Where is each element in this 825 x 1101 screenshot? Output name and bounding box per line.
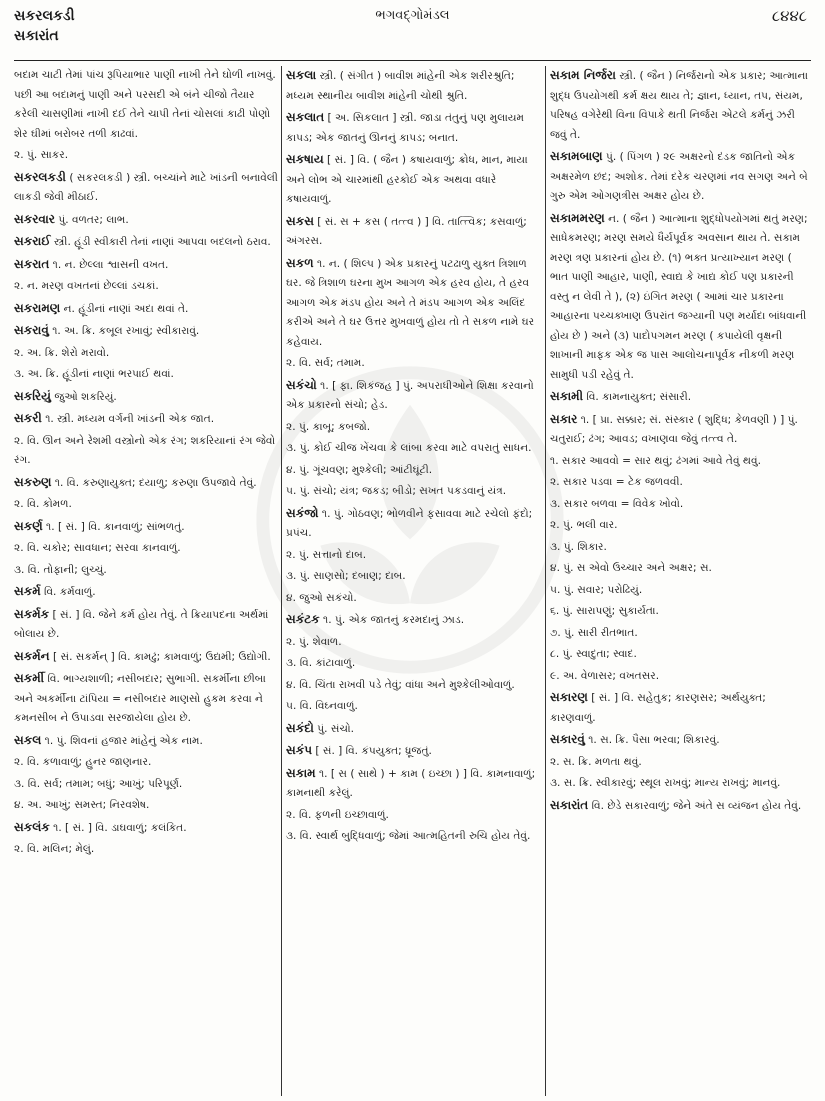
- entry-definition: ૨. વિ. સર્વ; તમામ.: [286, 357, 365, 369]
- entry-definition: ૩. વિ. સર્વ; તમામ; બધું; આખું; પરિપૂર્ણ.: [14, 777, 183, 790]
- dictionary-entry: [14, 775, 278, 795]
- dictionary-entry: [550, 66, 813, 145]
- entry-headword: સકષાય: [286, 152, 324, 166]
- page-header: [14, 6, 811, 66]
- entry-definition: [ સં. ] વિ. ( જૈન ) કષાયવાળું; ક્રોધ, માન, માયા અને લોભ એ ચારમાંથી હરકોઈ એક અથવા વધારે કષાયવાળું.: [286, 154, 528, 205]
- entry-definition: ૩. વિ. સ્વાર્થ બુદ્ધિવાળું; જેમાં આત્મહિતની રુચિ હોય તેવું.: [286, 830, 531, 842]
- dictionary-entry: [286, 439, 541, 459]
- entry-definition: ૨. સકાર પડવા = ટેક જળવવી.: [550, 476, 683, 488]
- dictionary-entry: [286, 254, 541, 353]
- header-last-word: સકારાંત: [14, 28, 59, 44]
- dictionary-entry: [286, 827, 541, 847]
- dictionary-entry: [286, 654, 541, 674]
- dictionary-entry: [286, 567, 541, 587]
- dictionary-entry: [550, 796, 813, 817]
- entry-definition: ૭. પું. સારી રીતભાત.: [550, 626, 638, 639]
- entry-headword: સકામમરણ: [550, 210, 605, 225]
- entry-headword: સકલંક: [14, 819, 50, 834]
- dictionary-entry: [14, 473, 278, 494]
- header-title: ભગવદ્ગોમંડલ: [375, 8, 450, 23]
- entry-definition: [ સં. સ + કસ ( તત્ત્વ ) ] વિ. તાત્ત્વિક; કસવાળું; અંગરસ.: [286, 215, 527, 247]
- dictionary-entry: [550, 753, 813, 773]
- entry-headword: સકારણ: [550, 690, 588, 704]
- dictionary-entry: [14, 582, 278, 603]
- dictionary-entry: [14, 387, 278, 408]
- entry-definition: ૩. પું. શિકાર.: [550, 540, 607, 553]
- entry-headword: સકામ નિર્જરા: [550, 68, 616, 82]
- entry-definition: ૯. અ. વેળાસર; વખતસર.: [550, 669, 660, 682]
- entry-definition: ૧. ન. ( શિલ્પ ) એક પ્રકારનું પટઢાળુ યુક્ત ત્રિશાળ ઘર. જે ત્રિશાળ ઘરના મુખ આગળ એક હરવ હોય, તે હરવ આગળ એક મંડપ હોય અને તે મંડપ આગળ એક અલિંદ કરીએ અને તે ઘર ઉત્તર મુખવાળું હોય તો તે સકળ નામે ઘર કહેવાય.: [286, 257, 535, 348]
- dictionary-entry: [550, 209, 813, 386]
- dictionary-entry: [286, 482, 541, 502]
- entry-definition: ૨. પું. સત્તાનો દાબ.: [286, 548, 367, 561]
- dictionary-entry: [14, 495, 278, 515]
- entry-headword: સકરામણ: [14, 300, 61, 315]
- entry-definition: ૧. ન. છેલ્લા શ્વાસની વખત.: [52, 258, 169, 271]
- dictionary-entry: [550, 387, 813, 408]
- entry-headword: સકર્મક: [14, 606, 50, 621]
- entry-definition: સ્ત્રી. ( સંગીત ) બાવીશ માંહેની એક શરીરશ્રુતિ; મધ્યમ સ્થાનીય બાવીશ માંહેની ચોથી શ્રુતિ.: [286, 70, 515, 102]
- dictionary-entry: [14, 818, 278, 839]
- entry-headword: સકસ: [286, 213, 314, 228]
- dictionary-entry: [286, 150, 541, 210]
- entry-definition: ૨. સ. ક્રિ. મળતા થવું.: [550, 755, 642, 768]
- entry-definition: [ અ. સિકલાત ] સ્ત્રી. જાડા તંતુનું પણ મુલાયમ કાપડ; એક જાતનું ઊનનું કાપડ; બનાત.: [286, 112, 525, 144]
- dictionary-entry: [14, 753, 278, 773]
- entry-definition: ૪. અ. આખું; સમસ્ત; નિરવશેષ.: [14, 799, 150, 811]
- entry-definition: ન. ( જૈન ) આત્માના શુદ્ધોપયોગમાં થતું મરણ; સાધેકમરણ; મરણ સમયે ધૈર્યપૂર્વક અવસાન થાય તે. સકામ મરણ ત્રણ પ્રકારનાં હોય છે. (૧) ભક્ત પ્રત્યાખ્યાન મરણ ( ભાત પાણી આહાર, પાણી, સ્વાદ્ય કે ખાદ્ય કોઈ પણ પ્રકારની વસ્તુ ન લેવી તે ), (૨) ઇંગિત મરણ ( આમાં ચાર પ્રકારના આહારના પચ્ચક્ખાણ ઉપરાંત જગ્યાની પણ મર્યાદા બાંધવાની હોય છે ) અને (૩) પાદોપગમન મરણ ( કપાયેલી વૃક્ષની શાખાની માફક એક જ પાસ આલોચનાપૂર્વક નીકળી મરણ સામુધી પડી રહેવું તે.: [550, 212, 808, 381]
- entry-headword: સકરાવું: [14, 323, 49, 337]
- entry-headword: સકલાત: [286, 110, 325, 124]
- entry-definition: પું. ( પિંગળ ) ૨૯ અક્ષરનો દંડક જાતિનો એક અક્ષરમેળ છંદ; અશોક. તેમાં દરેક ચરણમાં નવ સગણ અને બે ગુરુ એમ ઓગણત્રીસ અક્ષર હોય છે.: [550, 151, 808, 202]
- entry-headword: સકાર: [550, 411, 578, 426]
- dictionary-entry: [550, 645, 813, 665]
- entry-definition: પું. વળતર; લાભ.: [58, 213, 129, 226]
- entry-definition: સ્ત્રી. ( જૈન ) નિર્જરાનો એક પ્રકાર; આત્માના શુદ્ધ ઉપયોગથી કર્મ ક્ષય થાય તે; જ્ઞાન, ધ્યાન, તપ, સંયમ, પરિષહ વગેરેથી વિના વિપાકે થતી નિર્જરા એટલે કર્મનું ઝરી જવું તે.: [550, 70, 808, 141]
- entry-definition: ૧. [ સં. ] વિ. કાનવાળું; સાંભળતું.: [46, 520, 185, 533]
- entry-headword: સકારવું: [550, 732, 585, 746]
- entry-headword: સકંજો: [286, 505, 319, 520]
- dictionary-entry: [14, 647, 278, 668]
- dictionary-entry: [550, 688, 813, 728]
- entry-definition: ૩. પું. સાણસો; દબાણ; દાબ.: [286, 570, 406, 582]
- dictionary-entry: [14, 232, 278, 253]
- dictionary-entry: [550, 667, 813, 687]
- entry-headword: સકંચો: [286, 377, 317, 392]
- dictionary-entry: [550, 581, 813, 601]
- dictionary-entry: [550, 516, 813, 536]
- entry-definition: સ્ત્રી. હૂંડી સ્વીકારી તેનાં નાણાં આપવા બદલનો ઠરાવ.: [53, 236, 271, 248]
- entry-definition: ૧. અ. ક્રિ. કબૂલ રખાવું; સ્વીકારાવું.: [52, 325, 200, 337]
- dictionary-entry: [550, 147, 813, 207]
- page-number: ૮૪૪૮: [771, 7, 807, 25]
- entry-headword: સકંપ: [286, 743, 312, 757]
- entry-definition: ૧. સ. ક્રિ. પૈસા ભરવા; શિકારવું.: [588, 734, 720, 746]
- dictionary-entry: [550, 602, 813, 622]
- entry-definition: ૧. [ પ્રા. સક્કાર; સં. સંસ્કાર ( શુદ્ધિ; કેળવણી ) ] પું. ચતુરાઈ; ઢંગ; આવડ; વખાણવા જેવું તત્ત્વ તે.: [550, 413, 798, 445]
- dictionary-entry: [550, 730, 813, 751]
- dictionary-entry: [286, 764, 541, 804]
- dictionary-entry: [550, 624, 813, 644]
- dictionary-entry: [14, 517, 278, 538]
- entry-definition: [ સં. ] વિ. કંપયુક્ત; ધ્રૂજતું.: [315, 745, 432, 757]
- entry-definition: ૧. [ ફા. શિકંજહ ] પું. અપરાધીઓને શિક્ષા કરવાનો એક પ્રકારનો સંચો; હેડ.: [286, 379, 534, 411]
- entry-definition: ૩. અ. ક્રિ. હૂંડીનાં નાણાં ભરપાઈ થવાં.: [14, 368, 174, 380]
- entry-definition: [ સં. સકર્મન્ ] વિ. કામઢું; કામવાળું; ઉદ્યમી; ઉદ્યોગી.: [52, 650, 271, 663]
- dictionary-entry: [286, 546, 541, 566]
- column-divider: [545, 66, 546, 1096]
- dictionary-entry: [286, 108, 541, 148]
- dictionary-entry: [550, 410, 813, 450]
- entry-definition: ૨. વિ. મલિન; મેલું.: [14, 843, 95, 855]
- dictionary-entry: [550, 495, 813, 515]
- entry-definition: ૧. સ્ત્રી. મધ્યમ વર્ગની ખાંડની એક જાત.: [45, 413, 215, 425]
- dictionary-entry: [14, 796, 278, 816]
- entry-definition: ૨. ન. મરણ વખતનાં છેલ્લાં ડચકાં.: [14, 280, 159, 292]
- entry-definition: ૧. પું. શિવનાં હજાર માંહેનું એક નામ.: [44, 734, 203, 747]
- entry-definition: ૫. પું. સંચો; યંત્ર; જકડ; બીડો; સખત પકડવાનું યંત્ર.: [286, 485, 507, 497]
- dictionary-entry: [14, 321, 278, 342]
- dictionary-entry: [14, 731, 278, 752]
- dictionary-entry: [286, 697, 541, 717]
- entry-definition: ૧. વિ. કરુણાયુક્ત; દયાળુ; કરુણા ઉપજાવે તેવું.: [54, 476, 257, 489]
- entry-definition: ૨. પું. શેવાળ.: [286, 635, 342, 648]
- entry-headword: સકર્મ: [14, 584, 41, 598]
- entry-definition: ૨. અ. ક્રિ. શેરો મરાવો.: [14, 346, 110, 359]
- entry-definition: બદામ ચાટી તેમાં પાંચ રૂપિયાભાર પાણી નાખી તેને ઘોળી નાખવું. પછી આ બદામનું પાણી અને પરસદી એ બંને ચીજો તૈયાર કરેલી ચાસણીમાં નાખી દઈ તેને ચાપી તેનાં ચોસલાં કાઢી પોણો શેર ઘીમાં બરોબર તળી કાઢવાં.: [14, 69, 276, 140]
- dictionary-entry: [14, 409, 278, 430]
- dictionary-entry: [14, 669, 278, 729]
- dictionary-entry: [14, 840, 278, 860]
- dictionary-entry: [14, 299, 278, 320]
- dictionary-entry: [14, 66, 278, 144]
- entry-headword: સકરવાર: [14, 211, 56, 226]
- header-rule: [14, 60, 811, 61]
- entry-definition: [ સં. ] વિ. સહેતુક; કારણસર; અર્થયુક્ત; કારણવાળું.: [550, 692, 766, 724]
- entry-definition: ૬. પું. સારાપણું; સુકાર્યતા.: [550, 605, 659, 617]
- entry-headword: સકરિયું: [14, 388, 51, 403]
- entry-headword: સકરુણ: [14, 474, 52, 489]
- dictionary-entry: [286, 504, 541, 544]
- entry-definition: ૩. વિ. કાંટાવાળું.: [286, 657, 356, 669]
- entry-headword: સકામી: [550, 389, 584, 403]
- entry-headword: સકંટક: [286, 612, 320, 626]
- entry-headword: સકરાઈ: [14, 234, 51, 248]
- entry-definition: વિ. છેડે સકારવાળું; જેને અંતે સ વ્યંજન હોય તેવું.: [591, 799, 802, 812]
- entry-definition: ૩. વિ. તોફાની; લુચ્ચું.: [14, 563, 107, 576]
- dictionary-entry: [286, 354, 541, 374]
- entry-definition: ૨. વિ. કળાવાળું; હુનર જાણનાર.: [14, 756, 152, 768]
- entry-definition: ૪. પું. ગૂંચવણ; મુશ્કેલી; આંટીઘૂંટી.: [286, 463, 433, 476]
- entry-headword: સકર્ણ: [14, 518, 43, 533]
- entry-definition: ૫. પું. સવાર; પરોઢિયું.: [550, 583, 643, 596]
- entry-definition: ૨. વિ. કોમળ.: [14, 498, 72, 510]
- dictionary-entry: [286, 212, 541, 252]
- dictionary-entry: [14, 432, 278, 471]
- column-2: [286, 66, 541, 1096]
- dictionary-entry: [550, 452, 813, 472]
- dictionary-entry: [286, 376, 541, 416]
- entry-definition: ૧. [ સં. ] વિ. ડાઘવાળું; કલંકિત.: [53, 821, 187, 834]
- entry-definition: ( સકરલકડી ) સ્ત્રી. બચ્ચાંને માટે ખાંડની બનાવેલી લાકડી જેવી મીઠાઈ.: [14, 171, 278, 203]
- dictionary-entry: [14, 344, 278, 364]
- entry-headword: સકંદો: [286, 720, 314, 735]
- column-3: [550, 66, 813, 1096]
- dictionary-entry: [286, 461, 541, 481]
- dictionary-entry: [550, 538, 813, 558]
- entry-definition: ૪. જુઓ સકંચો.: [286, 591, 357, 604]
- dictionary-entry: [286, 719, 541, 740]
- entry-definition: ૮. પું. સ્વાદુતા; સ્વાદ.: [550, 648, 637, 660]
- entry-definition: ૨. પું. સાકર.: [14, 149, 69, 161]
- entry-headword: સકર્મી: [14, 671, 45, 685]
- entry-definition: ૨. વિ. ચકોર; સાવધાન; સરવા કાનવાળું.: [14, 542, 181, 554]
- dictionary-entry: [286, 633, 541, 653]
- dictionary-entry: [14, 146, 278, 166]
- entry-headword: સકરાત: [14, 256, 50, 271]
- entry-headword: સકળ: [286, 255, 314, 270]
- column-divider: [281, 66, 282, 1096]
- dictionary-entry: [286, 610, 541, 631]
- entry-headword: સકામબાણ: [550, 149, 603, 163]
- entry-definition: [ સં. ] વિ. જેને કર્મ હોય તેવું. તે ક્રિયાપદના અર્થમાં બોલાય છે.: [14, 608, 269, 640]
- entry-headword: સકલ: [14, 732, 42, 747]
- dictionary-entry: [14, 277, 278, 297]
- entry-definition: ૨. વિ. ઊન અને રેશમી વસ્ત્રોનો એક રંગ; શકરિયાનાં રંગ જેવો રંગ.: [14, 434, 276, 466]
- entry-definition: ૧. પું. ગોઠવણ; ભોળવીને ફસાવવા માટે રચેલો ફંદો; પ્રપંચ.: [286, 507, 533, 539]
- column-1: [14, 66, 278, 1096]
- entry-definition: ૪. પું. સ એવો ઉચ્ચાર અને અક્ષર; સ.: [550, 562, 712, 574]
- dictionary-entry: [14, 210, 278, 231]
- entry-definition: ૫. વિ. વિઘ્નવાળું.: [286, 700, 358, 712]
- entry-headword: સકલા: [286, 68, 317, 82]
- dictionary-entry: [286, 589, 541, 609]
- dictionary-entry: [550, 774, 813, 794]
- entry-definition: ૧. પું. એક જાતનું કરમદાનું ઝાડ.: [323, 614, 465, 626]
- dictionary-entry: [286, 66, 541, 106]
- dictionary-entry: [14, 168, 278, 208]
- entry-definition: ૪. વિ. ચિંતા રાખવી પડે તેવું; વાંધા અને મુશ્કેલીઓવાળું.: [286, 678, 515, 691]
- entry-definition: ૩. સકાર બળવા = વિવેક ખોવો.: [550, 497, 684, 510]
- dictionary-entry: [550, 473, 813, 493]
- entry-definition: પું. સંચો.: [317, 722, 354, 735]
- entry-definition: ૩. પું. કોઈ ચીજ ખેંચવા કે લાંબા કરવા માટે વપરાતું સાધન.: [286, 442, 532, 454]
- dictionary-entry: [14, 365, 278, 385]
- dictionary-entry: [14, 255, 278, 276]
- entry-headword: સકારાંત: [550, 797, 589, 812]
- entry-definition: ૨. પું. ભલી વાર.: [550, 519, 618, 531]
- dictionary-entry: [286, 806, 541, 826]
- entry-definition: જુઓ શકરિયું.: [54, 390, 117, 403]
- dictionary-entry: [286, 418, 541, 438]
- entry-headword: સકર્મન: [14, 648, 50, 663]
- entry-definition: ૧. સકાર આવવો = સાર થવું; ઢંગમાં આવે તેવું થવું.: [550, 454, 762, 467]
- entry-headword: સકરી: [14, 411, 42, 425]
- entry-headword: સકામ: [286, 765, 316, 780]
- dictionary-entry: [14, 561, 278, 581]
- entry-definition: ૧. [ સ ( સાથે ) + કામ ( ઇચ્છા ) ] વિ. કામનાવાળું; કામનાથી કરેલું.: [286, 767, 536, 799]
- dictionary-entry: [14, 539, 278, 559]
- entry-definition: વિ. કામનાયુક્ત; સંસારી.: [586, 391, 692, 403]
- entry-definition: વિ. ભાગ્યશાળી; નસીબદાર; સુભાગી. સકર્મીના છીબા અને અકર્મીના ટાંપિયા = નસીબદાર માણસો હુકમ કરવા ને કમનસીબ ને ઉપાડવા સરજાયેલા હોય છે.: [14, 673, 266, 724]
- entry-definition: ૨. પું. કાબૂ; કબજો.: [286, 420, 371, 433]
- dictionary-entry: [550, 559, 813, 579]
- header-first-word: સકરલકડી: [14, 8, 75, 24]
- entry-definition: ૩. સ. ક્રિ. સ્વીકારવું; સ્થૂલ રાખવું; માન્ય રાખવું; માનવું.: [550, 777, 781, 789]
- entry-definition: વિ. કર્મવાળું.: [44, 586, 96, 598]
- entry-definition: ૨. વિ. ફળની ઇચ્છાવાળું.: [286, 808, 389, 821]
- entry-headword: સકરલકડી: [14, 169, 66, 184]
- dictionary-entry: [14, 605, 278, 645]
- entry-definition: ન. હૂંડીનાં નાણાં અદા થવાં તે.: [63, 302, 189, 315]
- dictionary-entry: [286, 676, 541, 696]
- dictionary-entry: [286, 741, 541, 762]
